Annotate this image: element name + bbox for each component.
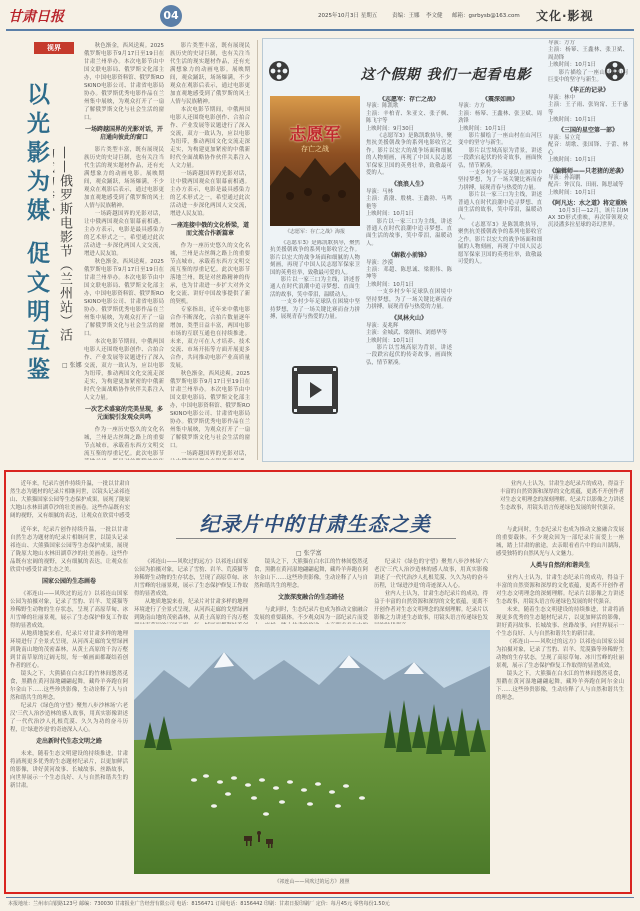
landscape-photo: [134, 630, 490, 874]
doc-para: 业内人士认为，甘肃生态纪录片的成功，得益于丰富的自然资源和深厚的文化底蕴，更离不开创作者对生态文明理念的深刻理解。纪录片以影像之力讲述生态故事，用镜头语言传递绿色发展的时代强音。: [500, 481, 624, 511]
film-list-col-a: [366, 96, 452, 451]
section-title: 文化·影视: [536, 9, 594, 23]
doc-para: 未来，随着生态文明建设的持续推进，甘肃将涌现更多优秀的生态题材纪录片，以更加鲜活的影像，讲好黄河故事、长城故事、丝路故事，向世界展示一个生态良好、人与自然和谐共生的新甘肃。: [10, 751, 128, 789]
film-desc: 《志愿军3》是陈凯歌执导，聚焦抗美援朝战争的系列电影收官之作。影片以宏大的战争场面和细腻的人物刻画，再现了中国人民志愿军保家卫国的英勇壮举，致敬最可爱的人。: [458, 221, 542, 265]
doc-subhead-1: 国家公园的生态画卷: [41, 578, 96, 585]
film-name: 《震深如画》: [481, 96, 518, 103]
film-reel-icon: [268, 60, 290, 82]
poster-subtitle: 存亡之战: [301, 145, 329, 153]
film-desc: 一支乡村少年足球队在困境中坚持梦想，为了一场关键比赛而奋力拼搏，展现青春与热爱的力量。: [458, 170, 542, 191]
doc-col4: [374, 558, 488, 624]
view-para: 秋色渐金，西风送爽。2025俄罗斯电影节9月17日至19日在甘肃兰州举办。本次电影节由中国文联电影局、俄罗斯文化部主办，中国电影资料馆、俄罗斯ROSKINO电影公司、甘肃省电影局协办。俄罗斯优秀电影作品在兰州集中展映，为观众打开了一扇了解俄罗斯文化与社会生活的窗口。: [170, 371, 250, 449]
doc-para: 《祁连山——风吹过的远方》以祁连山国家公园为拍摄对象，记录了雪豹、岩羊、荒漠猫等珍稀野生动物的生存状态，呈现了高原草甸、冰川雪峰的壮丽景观，展示了生态保护修复工作取得的显著成效。: [134, 559, 248, 597]
poster-title: 志愿军: [289, 125, 341, 145]
doc-intro: [10, 480, 130, 520]
doc-para: 纪录片《绿色的守望》聚焦八步沙林场'六老汉'三代人治沙造林的感人故事，用真实影像讲述了一代代治沙人扎根荒漠、久久为功的奋斗历程，让'绿进沙退'的奇迹深入人心。: [374, 559, 488, 589]
film-name: 《志愿军：存亡之战》: [378, 96, 439, 103]
doc-author: □ 张学富: [296, 550, 322, 557]
view-tag: [34, 42, 74, 54]
film-meta: 导演：陈凯歌 主演：辛柏青、朱亚文、张子枫、陈飞宇等 上映时间：9月30日: [366, 103, 452, 132]
doc-col2: [134, 558, 248, 624]
masthead: [0, 0, 640, 30]
film-desc: 影片描绘了一座山村在山河巨变中的坚守与新生。: [458, 133, 542, 147]
film-desc: 影片描绘了一座山村在山河巨变中的坚守与新生。: [548, 69, 628, 84]
film-meta: 导演：孙海鹏 配音：钟汉良、田雨、陈思诚等 上映时间：10月1日: [548, 174, 624, 196]
view-para: 一场跨越国界的光影对话，让中俄两国观众在银幕前相遇。主办方表示，电影是最具感染力的艺术形式之一，希望通过此次活动进一步深化两国人文交流，增进人民友谊。: [170, 171, 250, 217]
film-name: 《编辑师——只老猪的逆袭》: [548, 167, 627, 175]
view-section1-title: 一场跨越国界的光影对话，开启通向彼此的窗口: [84, 126, 163, 141]
view-para: 秋色渐金，西风送爽。2025俄罗斯电影节9月17日至19日在甘肃兰州举办。本次电影节由中国文联电影局、俄罗斯文化部主办，中国电影资料馆、俄罗斯ROSKINO电影公司、甘肃省电影局协办。俄罗斯优秀电影作品在兰州集中展映，为观众打开了一扇了解俄罗斯文化与社会生活的窗口。: [84, 43, 164, 121]
doc-subhead-3: 人类与自然的和谐共生: [529, 562, 590, 569]
doc-col3: [254, 558, 368, 624]
film-strip-icon: [288, 360, 342, 420]
film-desc: 10月3日—12月，该片以IMAX 3D形式重映，再次带领观众沉浸潘多拉星球的奇幻世界。: [548, 207, 628, 229]
view-para: 作为一座历史悠久的文化名城，兰州是古丝绸之路上的重要节点城市，承载着东西方文明交流互鉴的厚重记忆。此次电影节落地兰州，既是对丝路精神的传承，也为甘肃进一步扩大对外文化交流、讲好中国故事提供了新的契机。: [170, 243, 250, 305]
film-meta: 导演：林中 主演：王子雨、张钧甯、王千惠等 上映时间：10月1日: [548, 94, 628, 124]
poster-caption: 《志愿军：存亡之战》海报: [284, 229, 345, 235]
doc-intro-right: [500, 480, 624, 520]
film-desc: 《志愿军3》是陈凯歌执导，聚焦抗美援朝战争的系列电影收官之作。影片以宏大的战争场面和细腻的人物刻画，再现了中国人民志愿军保家卫国的英勇壮举，致敬最可爱的人。: [366, 133, 452, 177]
view-tag-label: 视界: [47, 44, 61, 52]
doc-para: 镜头之下，大熊猫在白水江的竹林间悠然觅食，黑鹳在黄河湿地翩翩起舞，藏羚羊奔跑在阿尔金山下……这些珍贵影像，生动诠释了人与自然和谐共生的理念。: [496, 671, 624, 701]
film-meta: 导演：方方 主演：杨幂、王鑫林、张卫斌、周劲锋 上映时间：10月1日: [458, 103, 542, 132]
view-body-col2: [170, 42, 250, 460]
film-desc: 一支乡村少年足球队在困境中坚持梦想，为了一场关键比赛而奋力拼搏，展现青春与热爱的力量。: [270, 299, 360, 321]
movie-poster: [270, 96, 360, 226]
film-item: [458, 96, 542, 148]
film-desc: 《志愿军3》是陈凯歌执导，聚焦抗美援朝战争的系列电影收官之作。影片以宏大的战争场面和细腻的人物刻画，再现了中国人民志愿军保家卫国的英勇壮举，致敬最可爱的人。: [270, 240, 360, 276]
view-author: □ 张娜: [62, 362, 82, 369]
doc-para: 近年来，纪录片创作持续升温，一批以甘肃自然生态为题材的纪录片相继问世，以镜头记录祁连山、大熊猫国家公园等生态保护成果，展现了陇原大地山水林田湖草沙的壮美画卷。这些作品既有宏阔的视野，又有细腻的表达，让观众在欣赏中感受甘肃生态之美。: [10, 527, 128, 573]
view-headline: 以光影为媒 促文明互鉴: [23, 82, 50, 387]
film-name: 《浪浪人生》: [390, 181, 427, 189]
newspaper-logo: 甘肃日报: [8, 9, 64, 25]
view-para: 本次电影节期间，中俄两国电影人还围绕电影创作、合拍合作、产业发展等议题进行了深入交流，双方一致认为，应以电影为纽带，推动两国文化交流走深走实，为构建更加紧密的中俄新时代全面战略协作伙伴关系注入人文力量。: [170, 107, 250, 169]
doc-para: 《祁连山——风吹过的远方》以祁连山国家公园为拍摄对象，记录了雪豹、岩羊、荒漠猫等珍稀野生动物的生存状态，呈现了高原草甸、冰川雪峰的壮丽景观，展示了生态保护修复工作取得的显著成效。: [10, 591, 128, 629]
date-line: 2025年10月3日 星期五: [318, 13, 378, 19]
designer-line: 李文健: [426, 13, 443, 19]
film-item: [366, 96, 452, 177]
doc-subhead-4: 走出新时代生态文明之路: [35, 738, 102, 745]
doc-para: 镜头之下，大熊猫在白水江的竹林间悠然觅食，黑鹳在黄河湿地翩翩起舞，藏羚羊奔跑在阿尔金山下……这些珍贵影像，生动诠释了人与自然和谐共生的理念。: [254, 559, 368, 589]
view-para: 专家指出，近年来中俄电影合作不断深化，合拍片数量逐年增加，类型日益丰富，两国电影市场的互联互通也在持续推进。未来，双方可在人才培养、技术交流、市场开拓等方面开展更多合作，共同推动电影产业高质量发展。: [170, 307, 250, 369]
doc-para: 《祁连山——风吹过的远方》以祁连山国家公园为拍摄对象，记录了雪豹、岩羊、荒漠猫等珍稀野生动物的生存状态，呈现了高原草甸、冰川雪峰的壮丽景观，展示了生态保护修复工作取得的显著成效。: [496, 639, 624, 669]
view-para: 影片类型丰富，既有展现民族历史的史诗巨制，也有关注当代生活的现实题材作品，还有充满想象力的动画电影。展映期间，观众踊跃，场场爆满，不少观众在观影后表示，通过电影更加直观地感受到了俄罗斯的风土人情与民族精神。: [170, 43, 250, 105]
film-item: [548, 127, 628, 164]
doc-title: 纪录片中的甘肃生态之美: [199, 512, 431, 536]
film-item: [548, 87, 628, 124]
film-desc: 影片以一家三口为主线，讲述普通人在时代浪潮中追寻梦想、直面生活的故事，笑中带泪，温暖动人。: [366, 218, 452, 247]
film-list-col-b: [270, 240, 360, 451]
page-number: 04: [163, 9, 179, 22]
holiday-title: 这个假期 我们一起看电影: [360, 67, 532, 83]
email-line: 邮箱：gsrbysb@163.com: [452, 13, 520, 19]
film-meta: 导演：沙漠 主演：邓超、陈思诚、梁朝伟、陈坤等 上映时间：10月1日: [366, 259, 452, 288]
doc-para: 未来，随着生态文明建设的持续推进，甘肃将涌现更多优秀的生态题材纪录片，以更加鲜活的影像，讲好黄河故事、长城故事、丝路故事，向世界展示一个生态良好、人与自然和谐共生的新甘肃。: [496, 607, 624, 637]
view-section2-title: 一次艺术盛宴的完美呈现，多元面貌引发观众共鸣: [84, 406, 163, 421]
doc-para: 业内人士认为，甘肃生态纪录片的成功，得益于丰富的自然资源和深厚的文化底蕴，更离不开创作者对生态文明理念的深刻理解。纪录片以影像之力讲述生态故事，用镜头语言传递绿色发: [374, 591, 488, 621]
film-name: 《阿凡达：水之道》将定重映: [548, 200, 627, 208]
film-meta: 导演：方方 主演：杨幂、王鑫林、张卫斌、周劲锋 上映时间：10月1日: [548, 40, 628, 69]
film-list-col-c: [458, 96, 542, 451]
doc-para: 与此同时，生态纪录片也成为推动文旅融合发展的重要载体。不少观众因为一部纪录片而爱上一座城，踏上甘肃的旅途，去亲眼看看片中的山川湖海，感受独特的自然风光与人文魅力。: [496, 527, 624, 557]
masthead-rule: [6, 29, 634, 31]
view-para: 一场跨越国界的光影对话，: [180, 451, 250, 457]
film-item: [366, 252, 452, 311]
view-para: 本次电影节期间，中俄两国电影人还围绕电影创作、合拍合作、产业发展等议题进行了深入交流，双方一致认为，应以电影为纽带，推动两国文化交流走深走实，为构建更加紧密的中俄新时代全面战略协作伙伴关系注入人文力量。: [84, 339, 164, 401]
film-desc: 影片以雪域高原为背景，讲述一段跌宕起伏的传奇故事，画面恢弘，情节紧凑。: [366, 345, 452, 366]
film-item: [366, 315, 452, 367]
page-number-badge: [160, 5, 182, 27]
film-name: 《三国的星空第一部》: [557, 127, 618, 135]
view-para: 秋色渐金，西风送爽。2025俄罗斯电影节9月17日至19日在甘肃兰州举办。本次电影节由中国文联电影局、俄罗斯文化部主办，中国电影资料馆、俄罗斯ROSKINO电影公司、甘肃省电影局协办。俄罗斯优秀电影作品在兰州集中展映，为观众打开了一扇了解俄罗斯文化与社会生活的窗口。: [84, 259, 164, 337]
column-divider: [257, 40, 258, 460]
film-meta: 导演：马林 主演：黄渤、殷桃、王鑫勃、马鸣艳等 上映时间：10月1日: [366, 188, 452, 218]
footer-text: 本报地址：兰州市白银路123号 邮编：730030 甘肃报业广告经营有限公司 电话：8156471 订阅电话：8156442 印刷：甘肃日报印刷厂 定价：每月45元 零售每份1.50元: [8, 901, 390, 907]
film-name: 《毕正的记录》: [566, 87, 609, 95]
doc-para: 镜头之下，大熊猫在白水江的竹林间悠然觅食，黑鹳在黄河湿地翩翩起舞，藏羚羊奔跑在阿尔金山下……这些珍贵影像，生动诠释了人与自然和谐共生的理念。: [10, 671, 128, 701]
doc-col5: [496, 526, 624, 884]
footer-rule: [6, 897, 634, 898]
view-para: 一场跨越国界的光影对话，让中俄两国观众在银幕前相遇。主办方表示，电影是最具感染力的艺术形式之一，希望通过此次活动进一步深化两国人文交流，增进人民友谊。: [84, 211, 164, 257]
doc-para: 从地质地貌来看，纪录片对甘肃多样的地理环境进行了全景式呈现，从河西走廊的戈壁绿洲到陇南山地的茂密森林，从黄土高原的千沟万壑: [134, 599, 248, 621]
film-item: [366, 181, 452, 248]
film-meta: 导演：易立竞 配音：胡歌、张国锋、于蕾、林心 上映时间：10月1日: [548, 134, 628, 164]
doc-para: 从地质地貌来看，纪录片对甘肃多样的地理环境进行了全景式呈现，从河西走廊的戈壁绿洲到陇南山地的茂密森林，从黄土高原的千沟万壑到甘南草原的辽阔无垠，每一帧画面都凝结着创作者的匠心。: [10, 631, 128, 669]
film-item: [548, 168, 628, 198]
photo-caption: 《祁连山——风吹过的远方》剧照: [274, 879, 350, 885]
film-desc: 影片以雪域高原为背景，讲述一段跌宕起伏的传奇故事，画面恢弘，情节紧凑。: [458, 147, 542, 169]
film-list-col-d: [548, 40, 628, 451]
view-subhead: ——俄罗斯电影节（兰州站）活: [57, 146, 72, 342]
doc-col1: [10, 526, 128, 884]
editor-line: 责编：王娜: [392, 13, 420, 19]
doc-para: 业内人士认为，甘肃生态纪录片的成功，得益于丰富的自然资源和深厚的文化底蕴，更离不开创作者对生态文明理念的深刻理解。纪录片以影像之力讲述生态故事，用镜头语言传递绿色发展的时代强音。: [496, 575, 624, 605]
film-desc: 一支乡村少年足球队在困境中坚持梦想，为了一场关键比赛而奋力拼搏，展现青春与热爱的力量。: [366, 289, 452, 310]
film-name: 《风林火山》: [390, 315, 427, 323]
doc-subhead-2: 文旅深度融合的生态路径: [277, 594, 344, 601]
view-section3-title: 一座连接中俄的文化桥梁，道而文流合作新篇章: [170, 222, 249, 237]
doc-para: 近年来，纪录片创作持续升温，一批以甘肃自然生态为题材的纪录片相继问世，以镜头记录祁连山、大熊猫国家公园等生态保护成果，展现了陇原大地山水林田湖草沙的壮美画卷。这些作品既有宏阔的视野，又有细腻的表达，让观众在欣赏中感受: [10, 481, 130, 519]
film-item: [548, 200, 628, 230]
film-meta: 导演：麦兆辉 主演：金城武、梁朝伟、刘德华等 上映时间：10月1日: [366, 322, 447, 344]
doc-para: 纪录片《绿色的守望》聚焦八步沙林场'六老汉'三代人治沙造林的感人故事，用真实影像讲述了一代代治沙人扎根荒漠、久久为功的奋斗历程，让'绿进沙退'的奇迹深入人心。: [10, 703, 128, 733]
view-para: 影片类型丰富，既有展现民族历史的史诗巨制，也有关注当代生活的现实题材作品，还有充满想象力的动画电影。展映期间，观众踊跃，场场爆满，不少观众在观影后表示，通过电影更加直观地感受到了俄罗斯的风土人情与民族精神。: [84, 147, 164, 209]
film-desc: 影片以一家三口为主线，讲述普通人在时代浪潮中追寻梦想、直面生活的故事，笑中带泪，温暖动人。: [270, 277, 360, 298]
view-para: 作为一座历史悠久的文化名城，兰州是古丝绸之路上的重要节点城市，承载着东西方文明交流互鉴的厚重记忆。此次电影节: [84, 427, 164, 457]
doc-para: 与此同时，生态纪录片也成为推动文旅融合发展的重要载体。不少观众因为一部纪录片而爱: [254, 607, 368, 621]
view-body-col1: [84, 42, 164, 460]
film-desc: 影片以一家三口为主线，讲述普通人在时代浪潮中追寻梦想、直面生活的故事，笑中带泪，温暖动人。: [458, 192, 542, 221]
doc-title-rule: [176, 538, 456, 539]
film-name: 《解救小前锋》: [387, 252, 430, 260]
